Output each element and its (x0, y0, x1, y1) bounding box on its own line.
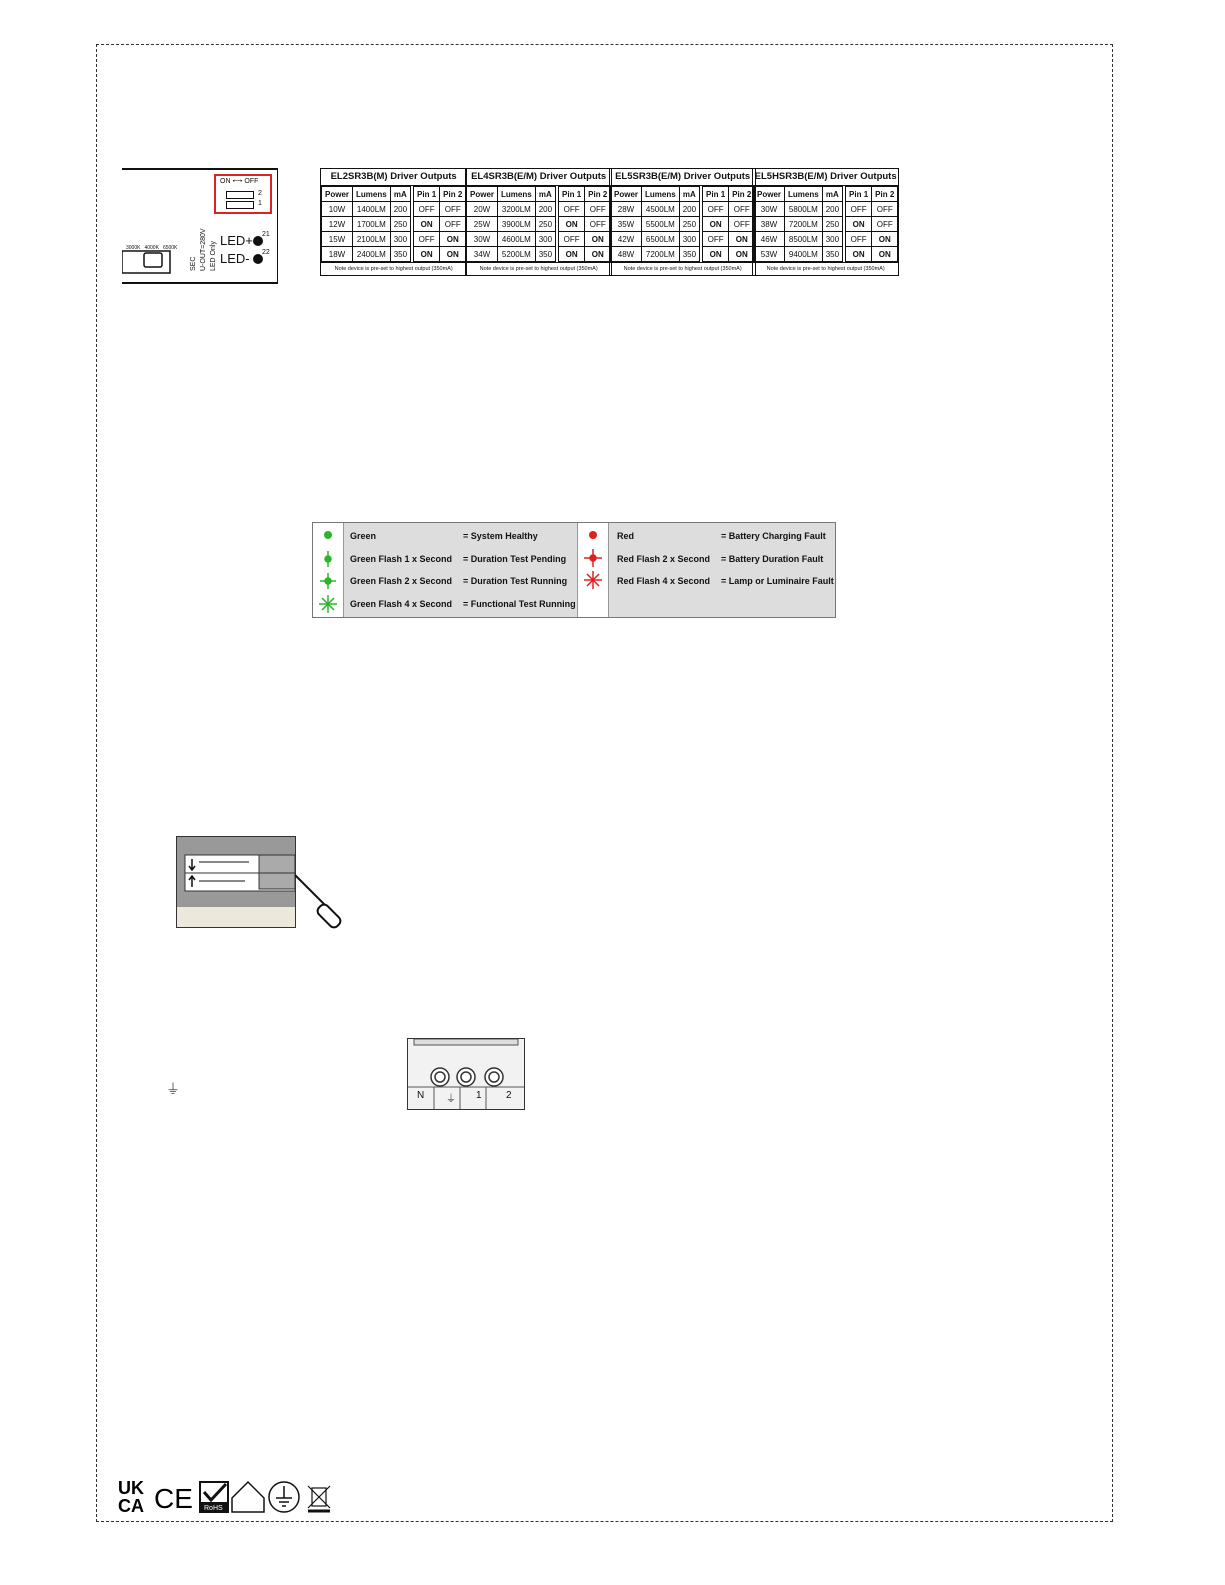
cell: 46W (754, 232, 785, 247)
cct-label: 6500K (162, 245, 178, 251)
table-title: EL4SR3B(E/M) Driver Outputs (466, 169, 611, 186)
table-row (754, 202, 898, 217)
col-header: mA (390, 187, 410, 202)
table-row (322, 232, 466, 247)
ce-mark-icon (154, 1483, 193, 1514)
driver-table-el5h (752, 168, 899, 276)
cell: 300 (822, 232, 842, 247)
terminal-2-label: 2 (506, 1090, 512, 1101)
cell: OFF (872, 217, 898, 232)
col-header: Lumens (498, 187, 536, 202)
terminal-1-label: 1 (476, 1090, 482, 1101)
table-row (467, 247, 611, 262)
table-row (611, 217, 755, 232)
cell: 7200LM (785, 217, 823, 232)
indoor-use-icon (232, 1482, 264, 1512)
driver-output-table (610, 186, 755, 262)
col-header: Lumens (353, 187, 391, 202)
cell: OFF (585, 202, 611, 217)
legend-green-state: Green Flash 2 x Second (350, 576, 453, 586)
driver-output-table (753, 186, 898, 262)
col-header: Lumens (642, 187, 680, 202)
green-dot-icon (324, 531, 332, 539)
table-row (467, 232, 611, 247)
cell: ON (846, 217, 872, 232)
cell: OFF (585, 217, 611, 232)
legend-red-meaning: = Battery Charging Fault (721, 531, 826, 541)
terminal-22: 22 (262, 249, 270, 256)
col-header: mA (822, 187, 842, 202)
cell: OFF (703, 232, 729, 247)
cell: 200 (679, 202, 699, 217)
cell: OFF (846, 202, 872, 217)
cell: ON (729, 232, 755, 247)
table-row (754, 232, 898, 247)
legend-red-meaning: = Lamp or Luminaire Fault (721, 576, 834, 586)
cell: 7200LM (642, 247, 680, 262)
svg-text:UK: UK (118, 1478, 144, 1498)
green-led-icons (313, 523, 343, 617)
cell: 2400LM (353, 247, 391, 262)
driver-output-table (466, 186, 611, 262)
cell: ON (703, 217, 729, 232)
table-header-row (754, 187, 898, 202)
cell: 28W (611, 202, 642, 217)
cert-marks-drawing (118, 1478, 338, 1518)
cell: 5200LM (498, 247, 536, 262)
table-header-row (322, 187, 466, 202)
led-only-text: LED Only (210, 241, 217, 271)
sec-text: SEC (190, 256, 197, 271)
dip-1-label: 1 (258, 200, 262, 207)
cell: 34W (467, 247, 498, 262)
cell: 20W (467, 202, 498, 217)
cell: 250 (390, 217, 410, 232)
legend-green-meaning: = Functional Test Running (463, 599, 576, 609)
label-diagram-drawing (177, 837, 367, 937)
rohs-mark-icon (200, 1482, 228, 1512)
led-status-legend (312, 522, 836, 618)
driver-output-table (321, 186, 466, 262)
table-row (611, 232, 755, 247)
legend-green-state: Green Flash 1 x Second (350, 554, 453, 564)
cell: ON (440, 247, 466, 262)
led-plus-label: LED+ (220, 233, 253, 248)
cell: 38W (754, 217, 785, 232)
cell: ON (729, 247, 755, 262)
col-header: Lumens (785, 187, 823, 202)
col-header: Pin 1 (559, 187, 585, 202)
cell: 250 (679, 217, 699, 232)
table-row (754, 217, 898, 232)
cell: ON (585, 247, 611, 262)
cell: 350 (535, 247, 555, 262)
cell: ON (414, 247, 440, 262)
driver-table-el4 (465, 168, 612, 276)
cell: 53W (754, 247, 785, 262)
table-row (467, 217, 611, 232)
col-header: Power (611, 187, 642, 202)
cell: 30W (467, 232, 498, 247)
green-flash-1-icon (325, 551, 331, 567)
cell: 5500LM (642, 217, 680, 232)
cell: OFF (559, 202, 585, 217)
cell: OFF (440, 202, 466, 217)
table-header-row (467, 187, 611, 202)
cell: OFF (414, 232, 440, 247)
table-note: Note device is pre-set to highest output (350mA) (466, 262, 611, 275)
red-flash-2-icon (584, 549, 602, 567)
red-flash-4-icon (584, 571, 602, 589)
table-note: Note device is pre-set to highest output (350mA) (321, 262, 466, 275)
table-row (322, 247, 466, 262)
col-header: Pin 1 (846, 187, 872, 202)
legend-red-state: Red Flash 2 x Second (617, 554, 711, 564)
dip-switch-1[interactable] (226, 201, 254, 209)
cell: 200 (822, 202, 842, 217)
cell: 18W (322, 247, 353, 262)
cell: OFF (559, 232, 585, 247)
cell: 200 (390, 202, 410, 217)
table-title: EL5SR3B(E/M) Driver Outputs (610, 169, 755, 186)
green-icon-column (313, 523, 344, 617)
col-header: mA (535, 187, 555, 202)
col-header: Pin 1 (703, 187, 729, 202)
cell: OFF (703, 202, 729, 217)
table-row (754, 247, 898, 262)
cell: OFF (414, 202, 440, 217)
svg-text:CA: CA (118, 1496, 144, 1516)
table-row (611, 202, 755, 217)
dip-2-label: 2 (258, 190, 262, 197)
legend-green-meaning: = Duration Test Running (463, 576, 568, 586)
terminal-n-label: N (417, 1090, 425, 1101)
screwdriver-icon (295, 875, 342, 929)
cell: ON (872, 232, 898, 247)
green-flash-4-icon (319, 595, 337, 613)
cell: ON (414, 217, 440, 232)
cell: 300 (679, 232, 699, 247)
col-header: Power (467, 187, 498, 202)
cell: OFF (729, 217, 755, 232)
cell: ON (846, 247, 872, 262)
col-header: Pin 2 (729, 187, 755, 202)
cct-labels (126, 245, 186, 251)
col-header: Pin 2 (872, 187, 898, 202)
red-led-icons (578, 523, 608, 617)
table-title: EL5HSR3B(E/M) Driver Outputs (753, 169, 898, 186)
terminal-earth-label: ⏚ (446, 1094, 456, 1105)
cell: 350 (822, 247, 842, 262)
legend-green-meaning: = Duration Test Pending (463, 554, 567, 564)
cell: OFF (729, 202, 755, 217)
table-row (322, 202, 466, 217)
red-dot-icon (589, 531, 597, 539)
led-minus-label: LED- (220, 251, 250, 266)
battery-label-diagram (176, 836, 296, 928)
switch-direction-label: ON ⟷ OFF (220, 178, 259, 185)
table-note: Note device is pre-set to highest output (350mA) (610, 262, 755, 275)
col-header: Power (322, 187, 353, 202)
cell: 350 (679, 247, 699, 262)
cct-label: 4000K (144, 245, 159, 251)
table-title: EL2SR3B(M) Driver Outputs (321, 169, 466, 186)
cell: 3900LM (498, 217, 536, 232)
cell: 250 (535, 217, 555, 232)
cell: 25W (467, 217, 498, 232)
cell: 8500LM (785, 232, 823, 247)
driver-table-el2 (320, 168, 467, 276)
cell: ON (559, 217, 585, 232)
col-header: Pin 2 (585, 187, 611, 202)
cell: ON (559, 247, 585, 262)
col-header: Pin 2 (440, 187, 466, 202)
certification-marks (118, 1478, 338, 1523)
cell: 15W (322, 232, 353, 247)
cell: 3200LM (498, 202, 536, 217)
legend-red-state: Red Flash 4 x Second (617, 576, 711, 586)
cell: 2100LM (353, 232, 391, 247)
svg-text:CE: CE (154, 1483, 193, 1514)
svg-text:RoHS: RoHS (204, 1505, 223, 1512)
cell: 300 (535, 232, 555, 247)
red-icon-column (577, 523, 609, 617)
cell: 42W (611, 232, 642, 247)
cell: ON (703, 247, 729, 262)
cell: 10W (322, 202, 353, 217)
legend-red-meaning: = Battery Duration Fault (721, 554, 824, 564)
cell: OFF (846, 232, 872, 247)
cell: 1400LM (353, 202, 391, 217)
ukca-mark-icon (118, 1478, 144, 1516)
dip-switch-highlight (214, 174, 272, 214)
driver-table-el5 (609, 168, 756, 276)
cell: 12W (322, 217, 353, 232)
cell: 4500LM (642, 202, 680, 217)
cell: 300 (390, 232, 410, 247)
legend-red-state: Red (617, 531, 635, 541)
cell: 35W (611, 217, 642, 232)
green-flash-2-icon (320, 573, 336, 589)
table-note: Note device is pre-set to highest output (350mA) (753, 262, 898, 275)
col-header: Power (754, 187, 785, 202)
cell: 9400LM (785, 247, 823, 262)
earth-class-icon (269, 1482, 299, 1512)
legend-green-state: Green (350, 531, 377, 541)
weee-bin-icon (308, 1486, 330, 1511)
cell: 1700LM (353, 217, 391, 232)
table-row (322, 217, 466, 232)
cell: 5800LM (785, 202, 823, 217)
col-header: mA (679, 187, 699, 202)
cell: ON (440, 232, 466, 247)
dip-switch-2[interactable] (226, 191, 254, 199)
earth-icon: ⏚ (166, 1081, 180, 1097)
legend-green-meaning: = System Healthy (463, 531, 538, 541)
cell: 4600LM (498, 232, 536, 247)
cell: 200 (535, 202, 555, 217)
table-row (611, 247, 755, 262)
cell: 48W (611, 247, 642, 262)
table-row (467, 202, 611, 217)
terminal-21: 21 (262, 231, 270, 238)
cell: ON (585, 232, 611, 247)
cell: 350 (390, 247, 410, 262)
cct-label: 3000K (126, 245, 141, 251)
col-header: Pin 1 (414, 187, 440, 202)
uout-text: U-OUT=280V (200, 228, 207, 271)
legend-green-state: Green Flash 4 x Second (350, 599, 453, 609)
cell: ON (872, 247, 898, 262)
cell: OFF (872, 202, 898, 217)
cell: 30W (754, 202, 785, 217)
table-header-row (611, 187, 755, 202)
cell: OFF (440, 217, 466, 232)
cell: 250 (822, 217, 842, 232)
cell: 6500LM (642, 232, 680, 247)
